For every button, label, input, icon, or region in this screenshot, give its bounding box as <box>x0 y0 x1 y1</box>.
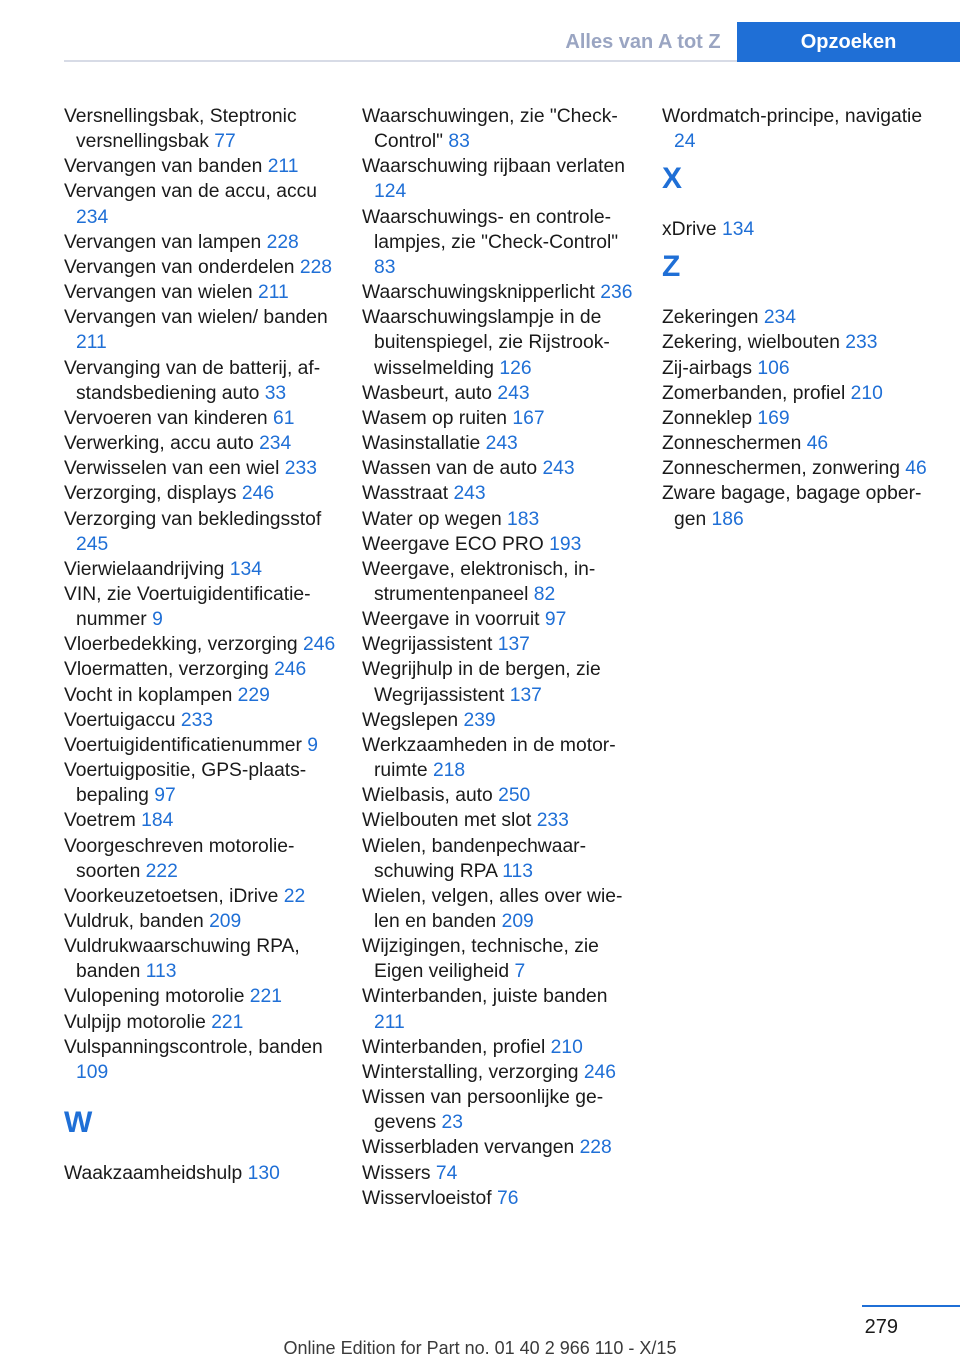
index-entry-term: Zomerbanden, profiel <box>662 382 846 404</box>
index-entry <box>362 1161 637 1186</box>
index-column-3 <box>662 104 947 532</box>
index-entry-term: Weergave in voorruit <box>362 609 540 631</box>
page-link[interactable]: 228 <box>266 231 299 253</box>
page-link[interactable]: 246 <box>274 659 307 681</box>
page-link[interactable]: 222 <box>145 860 178 882</box>
index-entry-term: Winterbanden, profiel <box>362 1036 546 1058</box>
index-entry <box>362 154 637 204</box>
page-link[interactable]: 211 <box>374 1011 405 1033</box>
index-entry <box>662 481 947 531</box>
page-link[interactable]: 24 <box>674 131 696 153</box>
index-entry-term: Wegrijhulp in de bergen, zie Wegrijassistent <box>362 659 601 706</box>
index-entry-term: Wisservloeistof <box>362 1187 492 1209</box>
index-entry-term: Wissen van persoonlijke gegevens <box>362 1087 604 1134</box>
index-entry <box>362 305 637 380</box>
index-entry-term: Wegslepen <box>362 709 459 731</box>
index-entry <box>64 431 339 456</box>
index-entry-term: Waarschuwings- en controlelampjes, zie "Check-Control" <box>362 206 619 253</box>
index-entry <box>362 984 637 1034</box>
page-link[interactable]: 209 <box>501 911 534 932</box>
index-entry <box>64 255 339 280</box>
page-link[interactable]: 169 <box>757 407 790 429</box>
footer-rule <box>862 1305 960 1307</box>
index-entry-term: Water op wegen <box>362 508 502 530</box>
page-link[interactable]: 74 <box>435 1162 458 1184</box>
index-entry <box>362 808 637 833</box>
index-entry <box>362 456 637 481</box>
page-link[interactable]: 246 <box>241 483 275 505</box>
page-link[interactable]: 243 <box>542 458 575 480</box>
index-entry <box>64 1035 339 1085</box>
index-entry <box>64 230 339 255</box>
index-entry-term: Wijzigingen, technische, zie Eigen veiligheid <box>362 936 599 983</box>
index-entry <box>64 305 339 355</box>
index-letter-heading: X <box>662 162 683 196</box>
index-entry <box>662 305 947 330</box>
index-entry <box>662 104 947 154</box>
index-entry <box>362 884 637 934</box>
page-link[interactable]: 243 <box>453 483 486 505</box>
page-link[interactable]: 210 <box>850 382 883 404</box>
page-link[interactable]: 233 <box>536 810 569 832</box>
index-entry <box>64 758 339 808</box>
index-entry-term: Waarschuwingslampje in de buitenspiegel, zie Rijstrookwisselmelding <box>362 307 610 379</box>
page-link[interactable]: 193 <box>549 533 582 555</box>
index-entry-term: Vulopening motorolie <box>64 986 245 1008</box>
index-entry <box>64 154 339 179</box>
index-entry <box>64 808 339 833</box>
index-entry <box>362 205 637 280</box>
page-link[interactable]: 77 <box>214 131 236 153</box>
page-link[interactable]: 233 <box>845 332 878 354</box>
index-entry <box>362 1135 637 1160</box>
page-link[interactable]: 134 <box>229 558 262 580</box>
index-entry-term: VIN, zie Voertuigidentificatienummer <box>64 583 311 631</box>
index-entry <box>662 217 947 242</box>
index-entry-term: Zonneklep <box>662 407 753 429</box>
index-entry-term: Waarschuwing rijbaan verlaten <box>362 156 625 178</box>
index-column-1 <box>64 104 339 1186</box>
page-link[interactable]: 97 <box>544 609 567 631</box>
index-entry-term: Zonneschermen, zonwering <box>662 458 900 480</box>
index-entry-term: Weergave, elektronisch, instrumentenpaneel <box>362 558 596 605</box>
index-entry <box>362 1085 637 1135</box>
index-entry-term: Vervangen van wielen/ banden <box>64 307 328 329</box>
page-link[interactable]: 33 <box>264 382 287 404</box>
index-entry-term: Wissers <box>362 1162 431 1184</box>
page-link[interactable]: 97 <box>154 785 176 807</box>
index-entry-term: Werkzaamheden in de motorruimte <box>362 734 616 782</box>
index-entry-term: Vervangen van wielen <box>64 282 253 304</box>
index-entry-term: Vervangen van lampen <box>64 231 262 253</box>
page-link[interactable]: 23 <box>441 1112 463 1134</box>
index-entry <box>64 1010 339 1035</box>
index-entry-term: Verwisselen van een wiel <box>64 458 280 480</box>
index-entry-term: Vloerbedekking, verzorging <box>64 634 298 656</box>
index-entry-term: Vuldrukwaarschuwing RPA, banden <box>64 936 300 983</box>
index-entry-term: Winterstalling, verzorging <box>362 1061 579 1083</box>
page-link[interactable]: 186 <box>711 508 744 530</box>
page-link[interactable]: 209 <box>209 911 242 932</box>
index-entry <box>362 381 637 406</box>
page-link[interactable]: 109 <box>76 1061 109 1083</box>
section-tab[interactable]: Alles van A tot Z <box>565 30 721 53</box>
index-entry <box>362 632 637 657</box>
page-link[interactable]: 236 <box>600 282 633 304</box>
index-entry-term: Verzorging van bekledingsstof <box>64 508 322 530</box>
page-link[interactable]: 246 <box>303 634 336 656</box>
index-entry-term: Wordmatch-principe, navigatie <box>662 106 923 127</box>
index-entry <box>662 431 947 456</box>
index-entry-term: Weergave ECO PRO <box>362 533 544 555</box>
index-entry-term: Wielbouten met slot <box>362 810 532 832</box>
index-entry <box>362 481 637 506</box>
index-entry <box>64 481 339 506</box>
index-letter-heading: Z <box>662 250 681 284</box>
page-link[interactable]: 22 <box>283 885 306 907</box>
index-letter-heading: W <box>64 1105 93 1139</box>
index-entry-term: Voertuigidentificatienummer <box>64 734 302 756</box>
index-entry-term: Vervanging van de batterij, afstandsbediening auto <box>64 357 321 404</box>
index-entry <box>64 582 339 632</box>
index-entry-term: Wielbasis, auto <box>362 785 493 807</box>
index-entry-term: Wielen, velgen, alles over wielen en banden <box>362 885 623 932</box>
index-entry-term: Vulpijp motorolie <box>64 1011 206 1033</box>
index-entry <box>362 783 637 808</box>
index-entry-term: Voertuigaccu <box>64 709 176 731</box>
index-entry-term: Vervangen van de accu, accu <box>64 181 317 203</box>
page-link[interactable]: 233 <box>284 458 317 480</box>
index-entry <box>362 934 637 984</box>
page-link[interactable]: 83 <box>448 131 470 153</box>
page-link[interactable]: 218 <box>432 760 466 782</box>
index-entry-term: Vervangen van banden <box>64 156 263 178</box>
index-entry <box>64 708 339 733</box>
index-entry <box>362 607 637 632</box>
index-entry <box>64 557 339 582</box>
index-entry-term: Voertuigpositie, GPS-plaatsbepaling <box>64 760 307 807</box>
page-link[interactable]: 137 <box>509 684 542 706</box>
edition-footer: Online Edition for Part no. 01 40 2 966 110 - X/15 <box>283 1338 677 1358</box>
page-link[interactable]: 82 <box>533 583 556 605</box>
page-link[interactable]: 184 <box>141 810 174 832</box>
index-entry-term: Vervangen van onderdelen <box>64 256 295 278</box>
index-entry <box>362 733 637 783</box>
page-link[interactable]: 228 <box>579 1137 612 1159</box>
index-entry <box>362 708 637 733</box>
index-entry-term: Zware bagage, bagage opbergen <box>662 483 922 530</box>
index-entry-term: Waarschuwingsknipperlicht <box>362 282 595 304</box>
index-entry <box>64 683 339 708</box>
index-entry <box>362 406 637 431</box>
page-link[interactable]: 124 <box>374 181 407 203</box>
index-entry <box>64 884 339 909</box>
index-entry <box>662 456 947 481</box>
page-link[interactable]: 233 <box>180 709 214 731</box>
page-link[interactable]: 243 <box>497 382 530 404</box>
index-entry-term: Wasbeurt, auto <box>362 382 493 404</box>
index-entry <box>64 507 339 557</box>
index-entry-term: Vulspanningscontrole, banden <box>64 1036 323 1058</box>
index-entry-term: Voetrem <box>64 810 136 832</box>
index-entry-term: Vloermatten, verzorging <box>64 659 269 681</box>
index-entry-term: Vocht in koplampen <box>64 684 233 706</box>
page-link[interactable]: 229 <box>237 684 270 706</box>
index-entry <box>662 406 947 431</box>
index-entry-term: Wasem op ruiten <box>362 407 508 429</box>
page-link[interactable]: 113 <box>145 961 177 983</box>
index-entry <box>64 984 339 1009</box>
index-entry <box>64 356 339 406</box>
index-entry-term: Wegrijassistent <box>362 634 493 656</box>
index-entry <box>64 104 339 154</box>
index-entry <box>64 657 339 682</box>
page-link[interactable]: 246 <box>583 1061 616 1083</box>
index-entry-term: Winterbanden, juiste banden <box>362 986 608 1008</box>
page-link[interactable]: 183 <box>507 508 540 530</box>
index-entry <box>362 431 637 456</box>
page-link[interactable]: 243 <box>485 433 518 455</box>
page-link[interactable]: 126 <box>499 357 532 379</box>
index-entry <box>362 657 637 707</box>
index-entry <box>362 1186 637 1211</box>
page-link[interactable]: 234 <box>259 433 292 455</box>
index-entry-term: Wasinstallatie <box>362 433 481 455</box>
index-entry <box>362 104 637 154</box>
index-entry <box>362 1035 637 1060</box>
page-link[interactable]: 211 <box>258 282 289 304</box>
index-column-2 <box>362 104 637 1211</box>
index-entry-term: Vuldruk, banden <box>64 911 204 932</box>
index-entry-term: Vervoeren van kinderen <box>64 407 268 429</box>
index-entry-term: Wasstraat <box>362 483 449 505</box>
index-entry <box>64 834 339 884</box>
page-link[interactable]: 211 <box>76 332 107 354</box>
index-entry-term: Voorkeuzetoetsen, iDrive <box>64 885 279 907</box>
index-entry-term: Verzorging, displays <box>64 483 237 505</box>
index-entry <box>64 406 339 431</box>
index-entry <box>64 934 339 984</box>
page-link[interactable]: 137 <box>497 634 530 656</box>
index-entry-term: Zij-airbags <box>662 357 753 379</box>
index-entry-term: Verwerking, accu auto <box>64 433 254 455</box>
active-tab[interactable]: Opzoeken <box>737 22 960 62</box>
page-link[interactable]: 130 <box>247 1162 280 1184</box>
index-entry <box>662 356 947 381</box>
page-link[interactable]: 245 <box>76 533 109 555</box>
page-link[interactable]: 9 <box>152 609 163 631</box>
index-entry <box>362 532 637 557</box>
page-link[interactable]: 234 <box>76 206 109 228</box>
index-entry <box>362 280 637 305</box>
index-entry <box>64 1161 339 1186</box>
index-entry <box>64 632 339 657</box>
page-link[interactable]: 76 <box>497 1187 519 1209</box>
index-entry-term: Wielen, bandenpechwaarschuwing RPA <box>362 835 587 882</box>
index-entry-term: Zekeringen <box>662 307 759 329</box>
index-entry-term: Wisserbladen vervangen <box>362 1137 575 1159</box>
index-entry-term: xDrive <box>662 219 717 241</box>
page-link[interactable]: 228 <box>299 256 333 278</box>
index-entry-term: Voorgeschreven motoroliesoorten <box>64 835 295 882</box>
index-entry-term: Waarschuwingen, zie "Check-Control" <box>362 106 618 153</box>
index-entry <box>362 1060 637 1085</box>
index-entry <box>64 909 339 934</box>
index-entry-term: Versnellingsbak, Steptronic versnellingsbak <box>64 106 297 153</box>
page-link[interactable]: 221 <box>211 1011 244 1033</box>
page-link[interactable]: 46 <box>806 433 829 455</box>
page-link[interactable]: 167 <box>512 407 545 429</box>
index-entry <box>662 381 947 406</box>
page-link[interactable]: 46 <box>905 458 927 480</box>
index-entry <box>362 834 637 884</box>
page-link[interactable]: 7 <box>514 961 526 983</box>
page-link[interactable]: 106 <box>757 357 790 379</box>
page-link[interactable]: 221 <box>249 986 282 1008</box>
index-entry <box>362 557 637 607</box>
index-entry-term: Zekering, wielbouten <box>662 332 840 354</box>
page-link[interactable]: 210 <box>550 1036 583 1058</box>
index-entry <box>64 733 339 758</box>
page-link[interactable]: 211 <box>267 156 299 178</box>
page-number: 279 <box>864 1316 898 1338</box>
page-link[interactable]: 239 <box>463 709 496 731</box>
index-entry <box>662 330 947 355</box>
page-link[interactable]: 113 <box>502 860 533 882</box>
page-link[interactable]: 83 <box>374 256 396 278</box>
index-entry-term: Zonneschermen <box>662 433 802 455</box>
page-link[interactable]: 61 <box>273 407 295 429</box>
index-entry <box>362 507 637 532</box>
page-link[interactable]: 250 <box>498 785 531 807</box>
index-entry <box>64 179 339 229</box>
page-link[interactable]: 134 <box>722 219 755 241</box>
index-entry <box>64 280 339 305</box>
page-link[interactable]: 9 <box>307 734 319 756</box>
index-entry-term: Vierwielaandrijving <box>64 558 225 580</box>
index-entry <box>64 456 339 481</box>
page-link[interactable]: 234 <box>763 307 796 329</box>
index-entry-term: Waakzaamheidshulp <box>64 1162 243 1184</box>
index-entry-term: Wassen van de auto <box>362 458 538 480</box>
